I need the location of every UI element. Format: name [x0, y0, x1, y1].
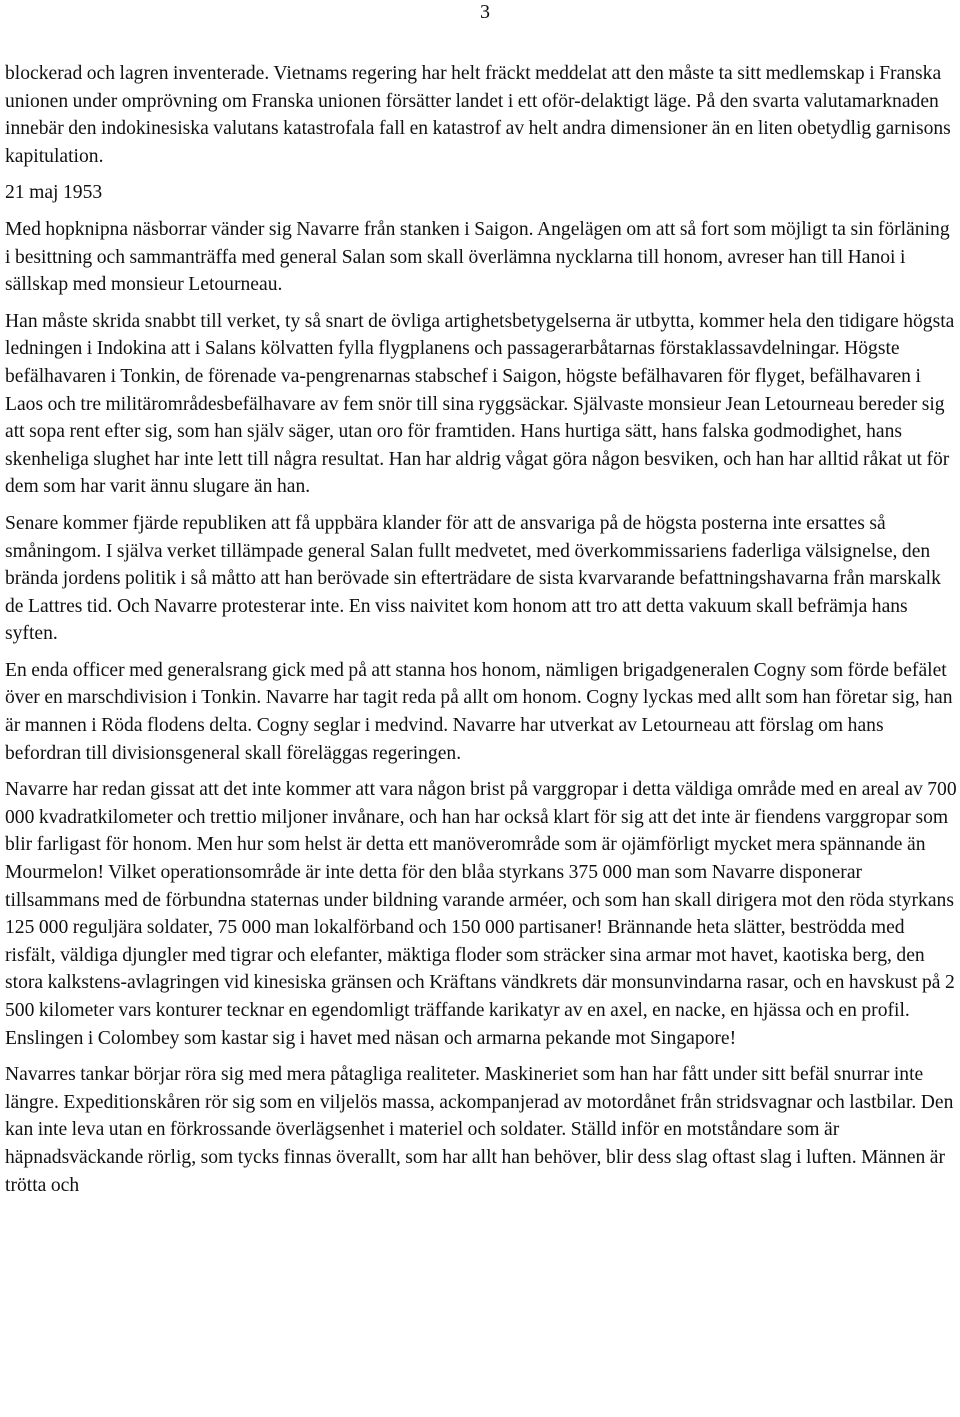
- paragraph-7: Navarres tankar börjar röra sig med mera påtagliga realiteter. Maskineriet som han har fått under sitt befäl snurrar inte längre. Expeditionskåren rör sig som en viljelös massa, ackompanjerad av motordånet från stridsvagnar och lastbilar. Den kan inte leva utan en förkrossande överlägsenhet i materiel och soldater. Ställd inför en motståndare som är häpnadsväckande rörlig, som tycks finnas överallt, som har allt han behöver, blir dess slag oftast slag i luften. Männen är trötta och: [5, 1064, 954, 1196]
- paragraph-1: blockerad och lagren inventerade. Vietnams regering har helt fräckt meddelat att den måste ta sitt medlemskap i Franska unionen under omprövning om Franska unionen försätter landet i ett oför-delaktigt läge. På den svarta valutamarknaden innebär den indokinesiska valutans katastrofala fall en katastrof av helt andra dimensioner än en liten obetydlig garnisons kapitulation.: [5, 63, 951, 167]
- paragraph-4: Senare kommer fjärde republiken att få uppbära klander för att de ansvariga på de högsta posterna inte ersattes så småningom. I själva verket tillämpade general Salan fullt medvetet, med överkommissariens faderliga välsignelse, den brända jordens politik i så måtto att han berövade sin efterträdare de sista kvarvarande befattningshavarna från marskalk de Lattres tid. Och Navarre protesterar inte. En viss naivitet kom honom att tro att detta vakuum skall befrämja hans syften.: [5, 512, 941, 645]
- paragraph-3: Han måste skrida snabbt till verket, ty så snart de övliga artighetsbetygelserna är utbytta, kommer hela den tidigare högsta ledningen i Indokina att i Salans kölvatten fylla flygplanens och passagerarbåtarnas förstaklassavdelningar. Högste befälhavaren i Tonkin, de förenade va-pengrenarnas stabschef i Saigon, högste befälhavaren för flyget, befälhavaren i Laos och tre militärområdesbefälhavare av fem snör till sina ryggsäckar. Självaste monsieur Jean Letourneau bereder sig att sopa rent efter sig, som han själv säger, utan oro för framtiden. Hans hurtiga sätt, hans falska godmodighet, hans skenheliga slughet har inte lett till några resultat. Han har aldrig vågat göra någon besviken, och han har alltid råkat ut för dem som har varit ännu slugare än han.: [5, 310, 955, 498]
- date-heading: 21 maj 1953: [5, 182, 103, 204]
- paragraph-6: Navarre har redan gissat att det inte kommer att vara någon brist på varggropar i detta väldiga område med en areal av 700 000 kvadratkilometer och trettio miljoner invånare, och han har också klart för sig att det inte är fiendens varggropar som blir farligast för honom. Men hur som helst är detta ett manöverområde som är ojämförligt mycket mera spännande än Mourmelon! Vilket operationsområde är inte detta för den blåa styrkans 375 000 man som Navarre disponerar tillsammans med de förbundna staternas under bildning varande arméer, och som han skall dirigera mot den röda styrkans 125 000 reguljära soldater, 75 000 man lokalförband och 150 000 partisaner! Brännande heta slätter, beströdda med risfält, väldiga djungler med tigrar och elefanter, mäktiga floder som sträcker sina armar mot havet, kaotiska berg, den stora kalkstens-avlagringen vid kinesiska gränsen och Kräftans vändkrets där monsunvindarna rasar, och en havskust på 2 500 kilometer vars konturer tecknar en egendomligt träffande karikatyr av en axel, en nacke, en hjässa och en profil. Enslingen i Colombey som kastar sig i havet med näsan och armarna pekande mot Singapore!: [5, 779, 957, 1049]
- document-body: [5, 60, 957, 1208]
- paragraph-2: Med hopknipna näsborrar vänder sig Navarre från stanken i Saigon. Angelägen om att så fort som möjligt ta sin förläning i besittning och sammanträffa med general Salan som skall överlämna nycklarna till honom, avreser han till Hanoi i sällskap med monsieur Letourneau.: [5, 218, 950, 296]
- paragraph-5: En enda officer med generalsrang gick med på att stanna hos honom, nämligen brigadgeneralen Cogny som förde befälet över en marschdivision i Tonkin. Navarre har tagit reda på allt om honom. Cogny lyckas med allt som han företar sig, han är mannen i Röda flodens delta. Cogny seglar i medvind. Navarre har utverkat av Letourneau att förslag om hans befordran till divisionsgeneral skall föreläggas regeringen.: [5, 659, 953, 764]
- page-number: 3: [480, 1, 490, 23]
